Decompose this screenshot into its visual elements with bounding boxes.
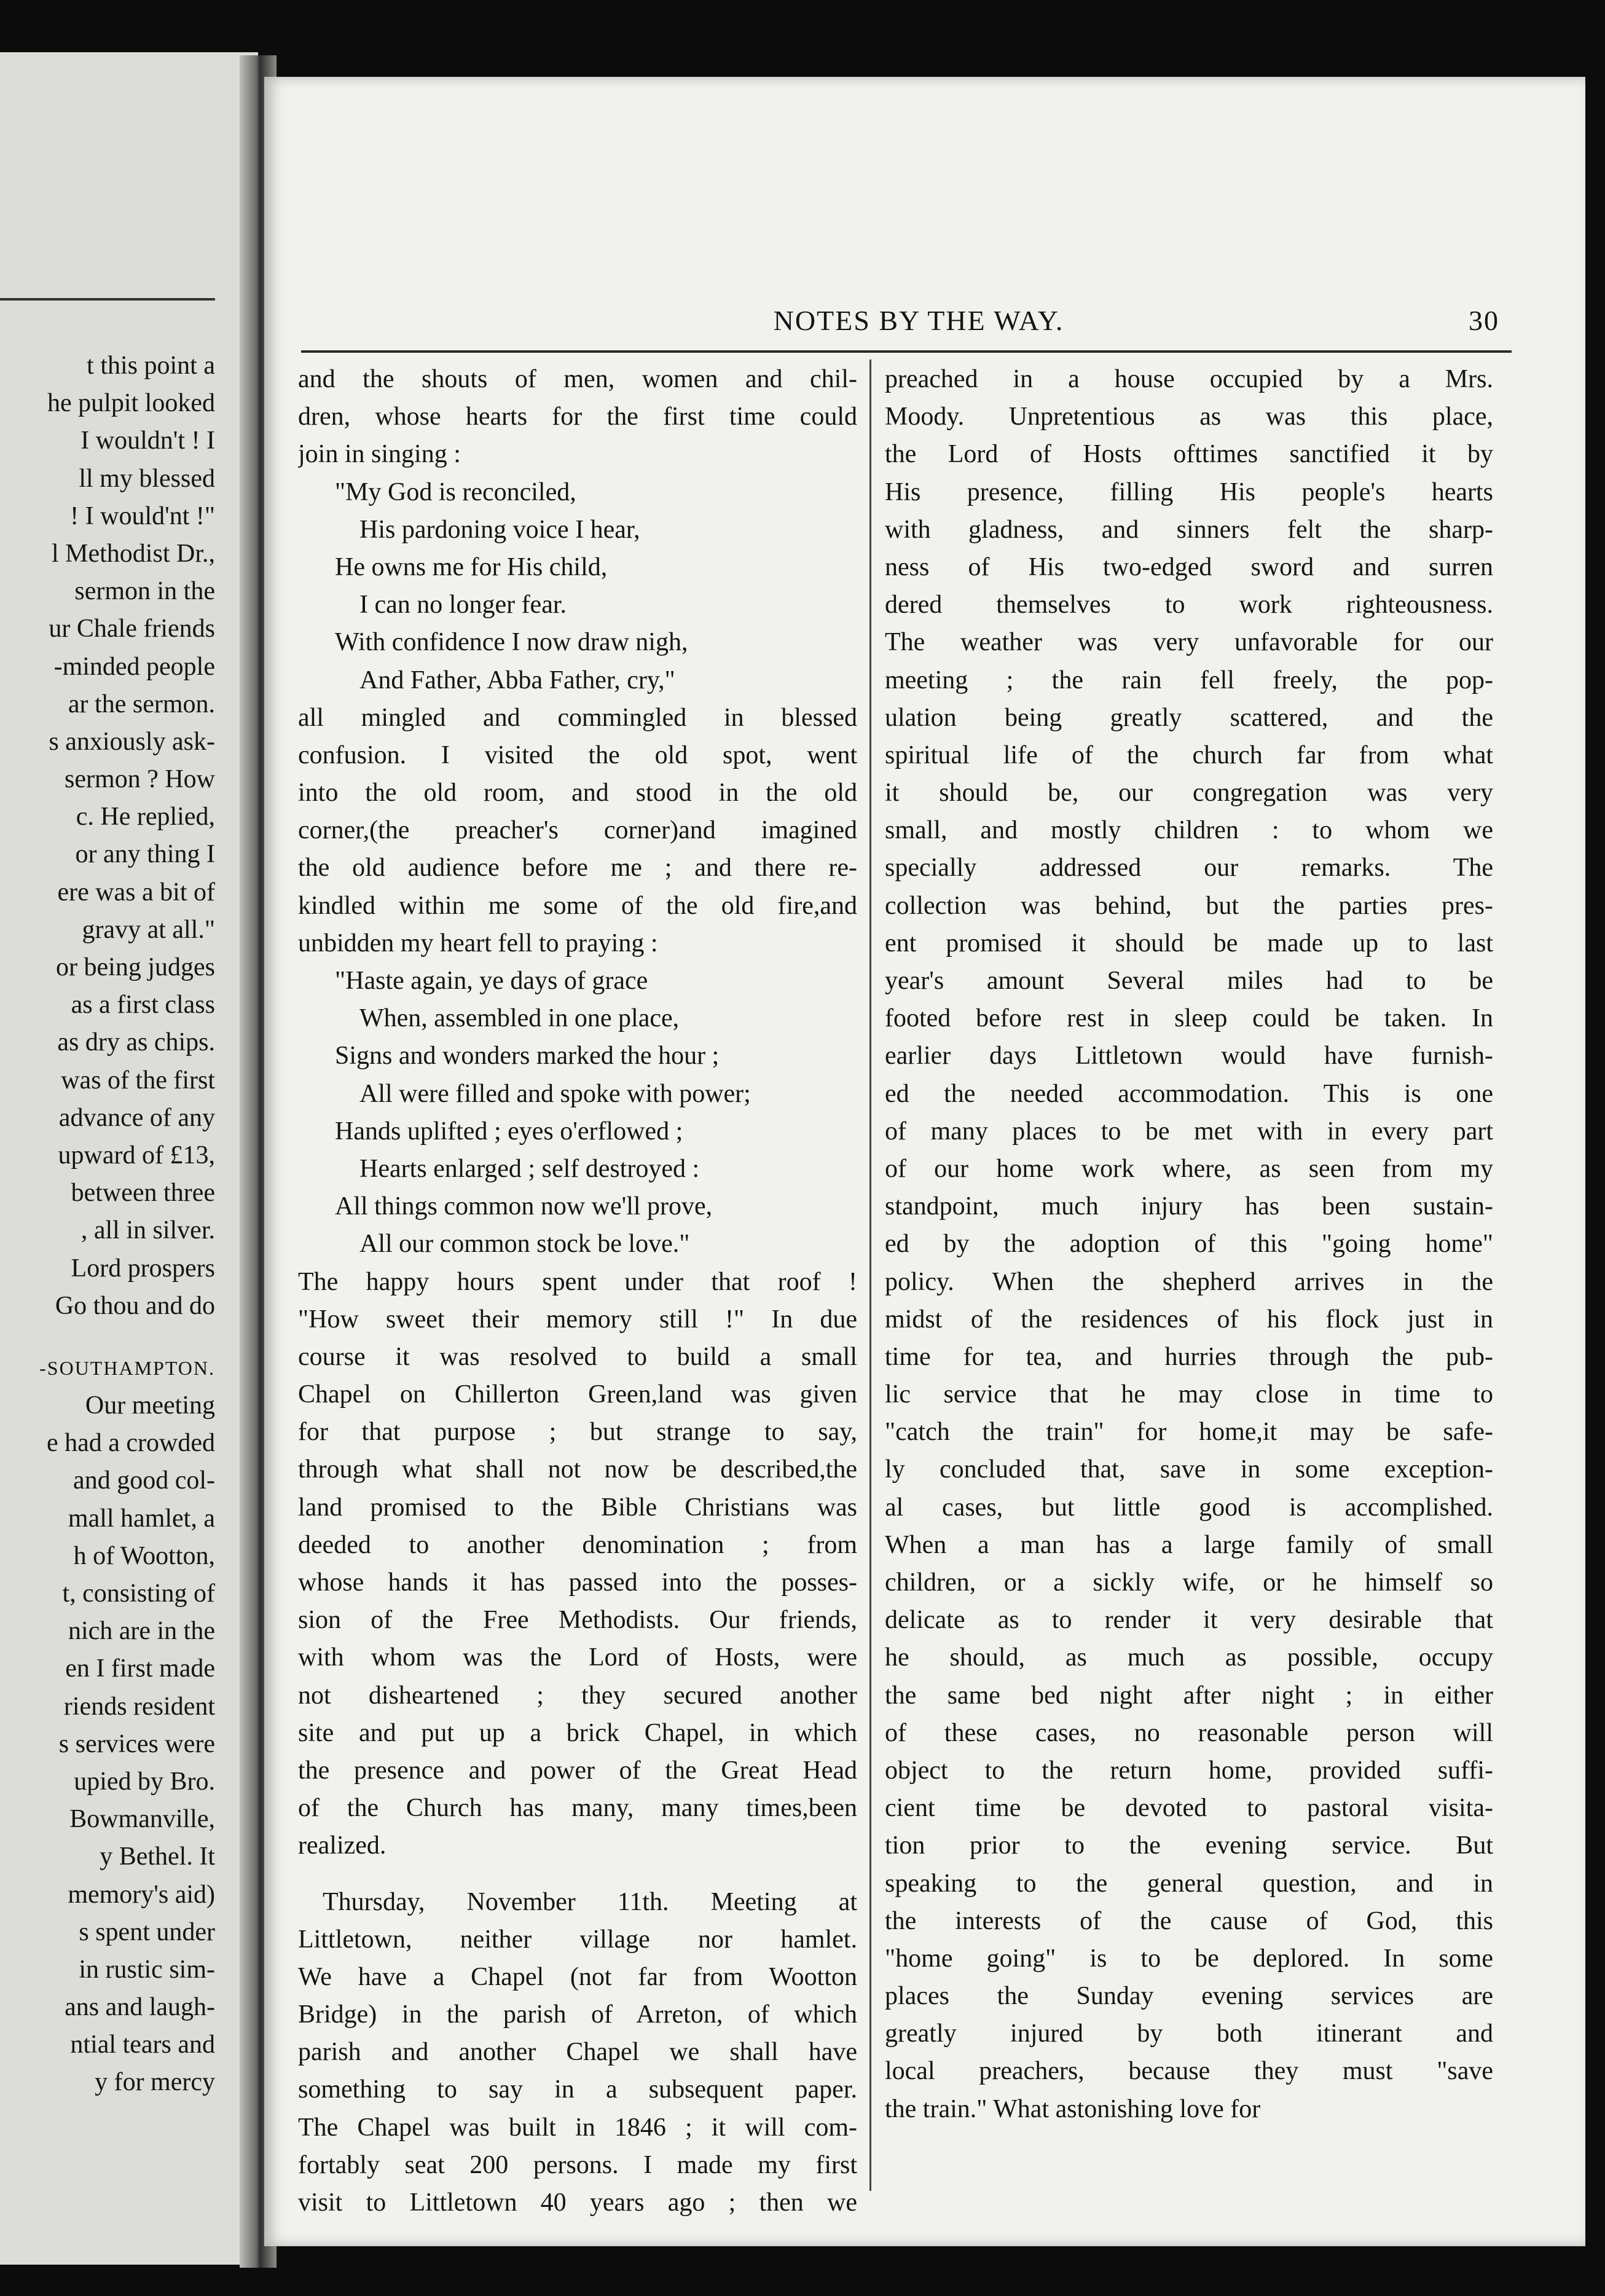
text-line: or any thing I (75, 840, 215, 869)
text-line: riends resident (63, 1692, 215, 1721)
text-line: I can no longer fear. (359, 591, 567, 619)
text-line: visit to Littletown 40 years ago ; then we (298, 2188, 857, 2217)
paragraph-gap (298, 1865, 857, 1884)
text-line: s anxiously ask- (49, 727, 215, 756)
text-line: The Chapel was built in 1846 ; it will com- (298, 2113, 857, 2142)
text-line: c. He replied, (76, 803, 215, 832)
text-line: sermon ? How (65, 765, 215, 794)
text-line: between three (71, 1179, 215, 1208)
text-line: Thursday, November 11th. Meeting at (323, 1887, 857, 1916)
text-line: delicate as to render it very desirable that (885, 1606, 1493, 1635)
text-line: h of Wootton, (73, 1541, 215, 1570)
text-line: s spent under (79, 1917, 215, 1946)
text-line: cient time be devoted to pastoral visita- (885, 1794, 1493, 1823)
text-line: the interests of the cause of God, this (885, 1906, 1493, 1935)
text-line: footed before rest in sleep could be taken. In (885, 1004, 1493, 1033)
text-line: as a first class (71, 991, 215, 1020)
text-line: of our home work where, as seen from my (885, 1154, 1493, 1183)
text-line: memory's aid) (68, 1880, 215, 1909)
text-line: collection was behind, but the parties pres- (885, 891, 1493, 920)
left-page-rule (0, 298, 215, 301)
section-heading: -SOUTHAMPTON. (39, 1356, 215, 1379)
text-line: ly concluded that, save in some exception- (885, 1455, 1493, 1484)
text-line: Littletown, neither village nor hamlet. (298, 1925, 857, 1954)
text-line: small, and mostly children : to whom we (885, 816, 1493, 845)
text-line: ntial tears and (70, 2031, 215, 2059)
text-line: ed the needed accommodation. This is one (885, 1079, 1493, 1108)
text-line: unbidden my heart fell to praying : (298, 929, 658, 957)
text-line: or being judges (56, 953, 215, 981)
header-rule (301, 350, 1512, 353)
page-title: NOTES BY THE WAY. (773, 305, 1064, 336)
text-line: of many places to be met with in every part (885, 1117, 1493, 1146)
text-line: All were filled and spoke with power; (359, 1079, 751, 1108)
text-column-left (298, 361, 857, 2222)
text-line: not disheartened ; they secured another (298, 1681, 857, 1710)
text-line: The happy hours spent under that roof ! (298, 1267, 857, 1296)
text-line: the old audience before me ; and there re- (298, 854, 857, 883)
text-line: With confidence I now draw nigh, (335, 628, 688, 657)
text-line: al cases, but little good is accomplished. (885, 1493, 1493, 1522)
text-line: Signs and wonders marked the hour ; (335, 1042, 720, 1071)
text-line: of these cases, no reasonable person will (885, 1718, 1493, 1747)
text-line: l Methodist Dr., (51, 539, 215, 568)
text-line: the Lord of Hosts ofttimes sanctified it by (885, 440, 1493, 469)
text-line: Bowmanville, (69, 1805, 215, 1834)
text-line: t this point a (87, 352, 215, 380)
text-line: object to the return home, provided suffi- (885, 1756, 1493, 1785)
text-line: through what shall not now be described,the (298, 1455, 857, 1484)
text-line: Hands uplifted ; eyes o'erflowed ; (335, 1117, 683, 1146)
text-line: land promised to the Bible Christians was (298, 1493, 857, 1522)
text-line: corner,(the preacher's corner)and imagined (298, 816, 857, 845)
text-line: -minded people (53, 652, 215, 681)
text-line: mall hamlet, a (68, 1504, 215, 1533)
text-line: it should be, our congregation was very (885, 779, 1493, 808)
text-line: standpoint, much injury has been sustain- (885, 1192, 1493, 1221)
text-line: Moody. Unpretentious as was this place, (885, 403, 1493, 431)
text-line: greatly injured by both itinerant and (885, 2019, 1493, 2048)
text-line: ulation being greatly scattered, and the (885, 703, 1493, 732)
text-line: ur Chale friends (49, 615, 215, 643)
running-header (264, 304, 1573, 341)
text-line: earlier days Littletown would have furnish- (885, 1042, 1493, 1071)
text-line: and the shouts of men, women and chil- (298, 365, 857, 393)
text-line: and good col- (73, 1466, 215, 1495)
text-line: Our meeting (85, 1391, 215, 1420)
text-line: places the Sunday evening services are (885, 1982, 1493, 2011)
text-line: the train." What astonishing love for (885, 2094, 1261, 2123)
text-line: ent promised it should be made up to last (885, 929, 1493, 957)
text-line: I wouldn't ! I (80, 427, 215, 455)
text-line: His presence, filling His people's hearts (885, 478, 1493, 506)
text-line: spiritual life of the church far from what (885, 741, 1493, 769)
text-line: "Haste again, ye days of grace (335, 967, 648, 995)
text-line: ans and laugh- (65, 1993, 215, 2022)
text-column-right (885, 361, 1493, 2128)
text-line: , all in silver. (80, 1216, 215, 1245)
text-line: the presence and power of the Great Head (298, 1756, 857, 1785)
text-line: specially addressed our remarks. The (885, 854, 1493, 883)
text-line: parish and another Chapel we shall have (298, 2038, 857, 2067)
text-line: "My God is reconciled, (335, 478, 576, 506)
text-line: And Father, Abba Father, cry," (359, 666, 675, 694)
text-line: ere was a bit of (57, 878, 215, 906)
text-line: fortably seat 200 persons. I made my first (298, 2150, 857, 2179)
text-line: of the Church has many, many times,been (298, 1794, 857, 1823)
text-line: with whom was the Lord of Hosts, were (298, 1643, 857, 1672)
text-line: realized. (298, 1831, 387, 1860)
text-line: course it was resolved to build a small (298, 1342, 857, 1371)
text-line: lic service that he may close in time to (885, 1380, 1493, 1409)
text-line: t, consisting of (62, 1579, 215, 1608)
text-line: deeded to another denomination ; from (298, 1530, 857, 1559)
right-page (264, 77, 1585, 2246)
text-line: ! I would'nt !" (70, 501, 215, 530)
text-line: Go thou and do (55, 1291, 215, 1320)
text-line: he pulpit looked (47, 389, 215, 418)
text-line: join in singing : (298, 440, 461, 469)
text-line: He owns me for His child, (335, 552, 608, 581)
text-line: ar the sermon. (68, 690, 215, 718)
text-line: The weather was very unfavorable for our (885, 628, 1493, 657)
text-line: was of the first (61, 1066, 215, 1095)
text-line: with gladness, and sinners felt the sharp- (885, 515, 1493, 544)
text-line: dered themselves to work righteousness. (885, 591, 1493, 619)
text-line: confusion. I visited the old spot, went (298, 741, 857, 769)
text-line: advance of any (58, 1103, 215, 1132)
text-line: en I first made (65, 1654, 215, 1683)
text-line: policy. When the shepherd arrives in the (885, 1267, 1493, 1296)
text-line: "home going" is to be deplored. In some (885, 1944, 1493, 1973)
spacer (0, 1325, 215, 1350)
text-line: whose hands it has passed into the posses- (298, 1568, 857, 1597)
text-line: something to say in a subsequent paper. (298, 2075, 857, 2104)
text-line: ness of His two-edged sword and surren (885, 552, 1493, 581)
text-line: All things common now we'll prove, (335, 1192, 713, 1221)
text-line: Hearts enlarged ; self destroyed : (359, 1154, 700, 1183)
text-line: nich are in the (68, 1617, 215, 1646)
text-line: he should, as much as possible, occupy (885, 1643, 1493, 1672)
text-line: When, assembled in one place, (359, 1004, 680, 1033)
text-line: upward of £13, (58, 1141, 215, 1170)
text-line: kindled within me some of the old fire,and (298, 891, 857, 920)
text-line: time for tea, and hurries through the pub- (885, 1342, 1493, 1371)
text-line: s services were (58, 1729, 215, 1758)
text-line: as dry as chips. (57, 1028, 215, 1057)
text-line: "catch the train" for home,it may be safe- (885, 1418, 1493, 1447)
text-line: Lord prospers (71, 1254, 215, 1283)
text-line: year's amount Several miles had to be (885, 967, 1493, 995)
text-line: When a man has a large family of small (885, 1530, 1493, 1559)
text-line: His pardoning voice I hear, (359, 515, 640, 544)
text-line: sion of the Free Methodists. Our friends, (298, 1606, 857, 1635)
text-line: e had a crowded (46, 1429, 215, 1458)
text-line: meeting ; the rain fell freely, the pop- (885, 666, 1493, 694)
text-line: tion prior to the evening service. But (885, 1831, 1493, 1860)
text-line: All our common stock be love." (359, 1230, 690, 1259)
text-line: all mingled and commingled in blessed (298, 703, 857, 732)
text-line: Bridge) in the parish of Arreton, of which (298, 2000, 857, 2029)
left-page-text (0, 347, 215, 2102)
text-line: y Bethel. It (100, 1842, 215, 1871)
text-line: dren, whose hearts for the first time could (298, 403, 857, 431)
left-page-fragment (0, 52, 258, 2265)
text-line: the same bed night after night ; in either (885, 1681, 1493, 1710)
page-number: 30 (1469, 305, 1499, 336)
column-divider (869, 360, 871, 2191)
text-line: upied by Bro. (74, 1767, 215, 1796)
text-line: sermon in the (74, 577, 215, 606)
text-line: midst of the residences of his flock just in (885, 1305, 1493, 1334)
text-line: y for mercy (95, 2068, 215, 2097)
text-line: site and put up a brick Chapel, in which (298, 1718, 857, 1747)
text-line: for that purpose ; but strange to say, (298, 1418, 857, 1447)
text-line: local preachers, because they must "save (885, 2057, 1493, 2086)
text-line: in rustic sim- (79, 1955, 215, 1984)
text-line: children, or a sickly wife, or he himself so (885, 1568, 1493, 1597)
text-line: ll my blessed (79, 464, 215, 493)
text-line: "How sweet their memory still !" In due (298, 1305, 857, 1334)
text-line: We have a Chapel (not far from Wootton (298, 1962, 857, 1991)
text-line: gravy at all." (82, 915, 215, 944)
text-line: Chapel on Chillerton Green,land was given (298, 1380, 857, 1409)
text-line: speaking to the general question, and in (885, 1869, 1493, 1898)
text-line: ed by the adoption of this "going home" (885, 1230, 1493, 1259)
text-line: into the old room, and stood in the old (298, 779, 857, 808)
text-line: preached in a house occupied by a Mrs. (885, 365, 1493, 393)
